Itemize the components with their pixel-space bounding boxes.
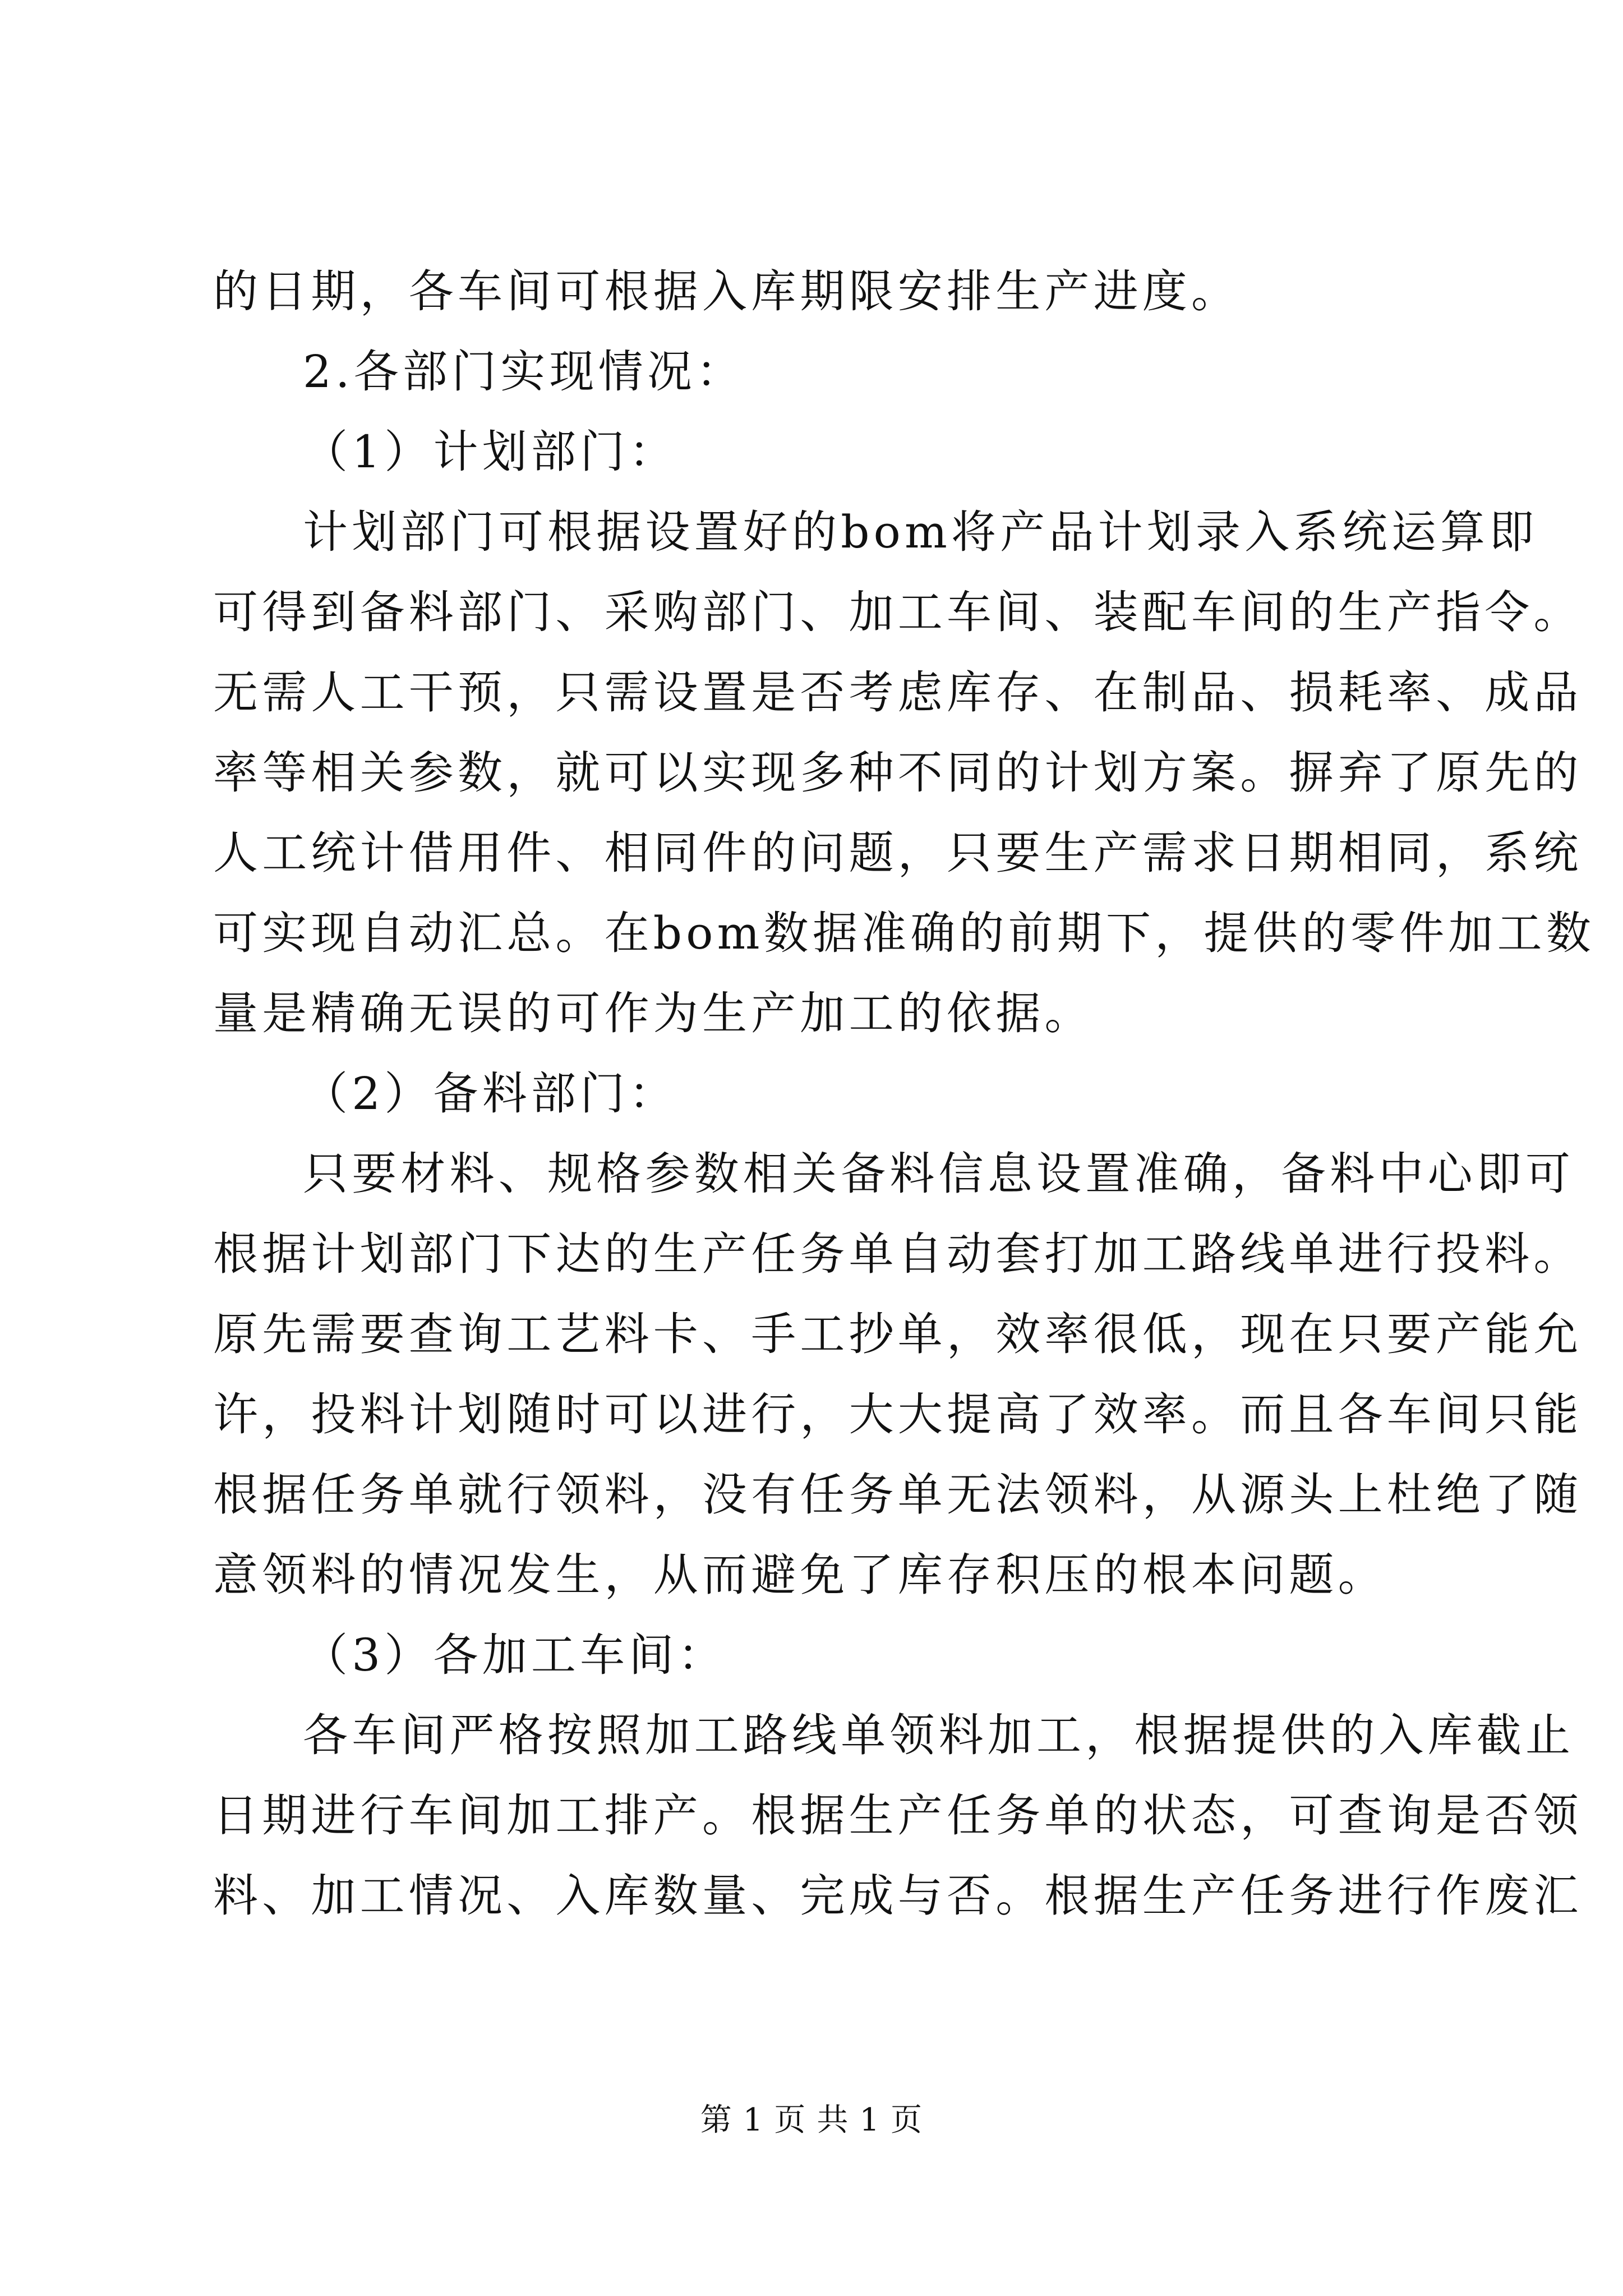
text-line: 无需人工干预，只需设置是否考虑库存、在制品、损耗率、成品 <box>213 666 1583 719</box>
text-line: 可得到备料部门、采购部门、加工车间、装配车间的生产指令。 <box>213 586 1583 638</box>
text-line: 料、加工情况、入库数量、完成与否。根据生产任务进行作废汇 <box>213 1870 1583 1922</box>
text-line: 日期进行车间加工排产。根据生产任务单的状态，可查询是否领 <box>213 1789 1583 1842</box>
subsection-heading: （1）计划部门： <box>303 426 678 478</box>
text-line: 各车间严格按照加工路线单领料加工，根据提供的入库截止 <box>303 1709 1575 1761</box>
text-line: 许，投料计划随时可以进行，大大提高了效率。而且各车间只能 <box>213 1388 1583 1441</box>
section-heading: 2.各部门实现情况： <box>303 346 745 398</box>
text-line: 率等相关参数，就可以实现多种不同的计划方案。摒弃了原先的 <box>213 747 1583 799</box>
text-line: 原先需要查询工艺料卡、手工抄单，效率很低，现在只要产能允 <box>213 1308 1583 1360</box>
text-line: 的日期，各车间可根据入库期限安排生产进度。 <box>213 265 1241 318</box>
text-line: 可实现自动汇总。在bom数据准确的前期下，提供的零件加工数 <box>213 907 1596 959</box>
text-line: 意领料的情况发生，从而避免了库存积压的根本问题。 <box>213 1549 1387 1601</box>
page-footer: 第 1 页 共 1 页 <box>700 2102 923 2138</box>
text-line: 根据任务单就行领料，没有任务单无法领料，从源头上杜绝了随 <box>213 1469 1583 1521</box>
text-line: 人工统计借用件、相同件的问题，只要生产需求日期相同，系统 <box>213 827 1583 879</box>
text-line: 根据计划部门下达的生产任务单自动套打加工路线单进行投料。 <box>213 1228 1583 1280</box>
subsection-heading: （3）各加工车间： <box>303 1629 727 1681</box>
text-line: 计划部门可根据设置好的bom将产品计划录入系统运算即 <box>303 506 1538 558</box>
text-line: 只要材料、规格参数相关备料信息设置准确，备料中心即可 <box>303 1148 1575 1200</box>
text-line: 量是精确无误的可作为生产加工的依据。 <box>213 987 1094 1039</box>
subsection-heading: （2）备料部门： <box>303 1068 678 1120</box>
